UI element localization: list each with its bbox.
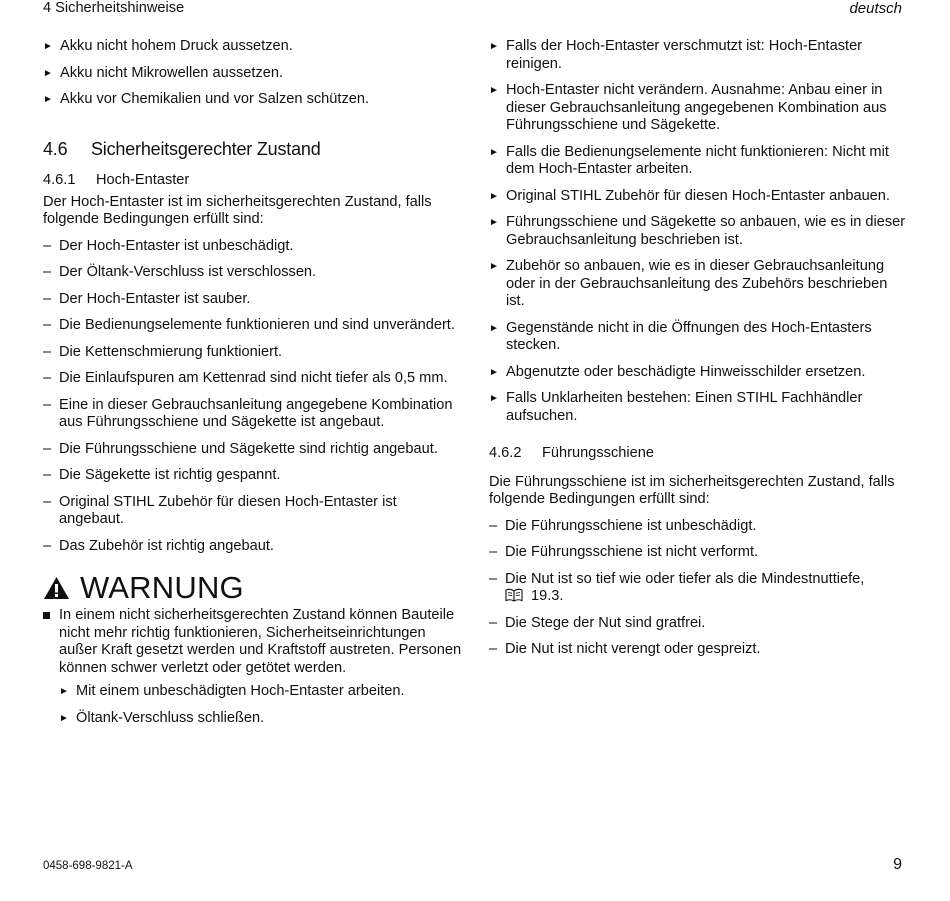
- arrow-bullet-icon: ►: [489, 322, 499, 334]
- list-item: ► Falls der Hoch-Entaster verschmutzt ist: Hoch-Entaster reinigen.: [489, 38, 863, 72]
- footer-doc-number: 0458-698-9821-A: [43, 860, 133, 872]
- arrow-bullet-icon: ►: [43, 67, 53, 79]
- dash-bullet: –: [43, 237, 52, 254]
- arrow-bullet-icon: ►: [489, 146, 499, 158]
- list-item: – Der Hoch-Entaster ist unbeschädigt.: [43, 237, 294, 254]
- list-item: – Der Öltank-Verschluss ist verschlossen.: [43, 264, 317, 280]
- intro-list: [43, 38, 463, 109]
- dash-bullet: –: [489, 614, 498, 631]
- list-item: – Der Hoch-Entaster ist sauber.: [43, 290, 251, 307]
- list-item: ► Abgenutzte oder beschädigte Hinweisschilder ersetzen.: [489, 363, 866, 380]
- book-icon: [505, 588, 523, 602]
- conditions-list: [43, 238, 463, 556]
- arrow-bullet-icon: ►: [489, 190, 499, 202]
- arrow-bullet-icon: ►: [489, 217, 499, 228]
- warning-title: WARNUNG: [80, 570, 244, 605]
- subsection-number: 4.6.2: [489, 445, 522, 461]
- arrow-bullet-icon: ►: [43, 94, 53, 105]
- list-item: – Original STIHL Zubehör für diesen Hoch-Entaster ist angebaut.: [43, 493, 397, 527]
- section-title: Sicherheitsgerechter Zustand: [91, 138, 321, 159]
- right-column: [489, 38, 909, 668]
- dash-bullet: –: [43, 370, 52, 386]
- warning-text: In einem nicht sicherheitsgerechten Zustand können Bauteile nicht mehr richtig funktionieren, Sicherheitseinrichtungen außer Kraft gesetzt werden und Kraftstoff austreten. Personen können schwer verletzt oder getötet werden.: [59, 607, 462, 676]
- list-item: – Die Einlaufspuren am Kettenrad sind nicht tiefer als 0,5 mm.: [43, 370, 448, 386]
- list-item: – Das Zubehör ist richtig angebaut.: [43, 537, 274, 554]
- dash-bullet: –: [43, 537, 52, 554]
- dash-bullet: –: [489, 570, 498, 587]
- list-item: ► Hoch-Entaster nicht verändern. Ausnahme: Anbau einer in dieser Gebrauchsanleitung angegebenen Kombination aus Führungsschiene und Sägekette.: [489, 82, 887, 133]
- list-item: ► Zubehör so anbauen, wie es in dieser Gebrauchsanleitung oder in der Gebrauchsanleitung des Zubehörs beschrieben ist.: [489, 258, 888, 309]
- dash-bullet: –: [43, 493, 52, 510]
- arrow-bullet-icon: ►: [489, 393, 499, 404]
- list-item: – Die Bedienungselemente funktionieren und sind unverändert.: [43, 317, 455, 333]
- list-item: – Die Nut ist nicht verengt oder gespreizt.: [489, 641, 761, 657]
- section-heading: [43, 138, 463, 159]
- list-item: – Die Führungsschiene ist nicht verformt.: [489, 544, 759, 560]
- list-item: ► Gegenstände nicht in die Öffnungen des Hoch-Entasters stecken.: [489, 319, 872, 353]
- arrow-bullet-icon: ►: [489, 261, 499, 272]
- subsection-heading: [43, 172, 463, 190]
- warning-actions: [59, 683, 463, 727]
- paragraph: Der Hoch-Entaster ist im sicherheitsgerechten Zustand, falls folgende Bedingungen erfüllt sind:: [43, 193, 432, 227]
- list-item: ► Original STIHL Zubehör für diesen Hoch-Entaster anbauen.: [489, 187, 890, 204]
- list-item: ► Akku nicht Mikrowellen aussetzen.: [43, 64, 284, 81]
- dash-bullet: –: [43, 440, 52, 457]
- list-item: – Die Führungsschiene und Sägekette sind richtig angebaut.: [43, 440, 438, 457]
- subsection-number: 4.6.1: [43, 172, 76, 188]
- reference-link: 19.3.: [531, 588, 564, 604]
- subsection-title: Hoch-Entaster: [96, 172, 190, 188]
- subsection-title: Führungsschiene: [542, 445, 654, 461]
- paragraph: Die Führungsschiene ist im sicherheitsgerechten Zustand, falls folgende Bedingungen erfüllt sind:: [489, 473, 895, 507]
- arrow-bullet-icon: ►: [43, 41, 53, 52]
- dash-bullet: –: [489, 517, 498, 534]
- actions-list: [489, 38, 909, 425]
- dash-bullet: –: [489, 641, 498, 657]
- list-item: – Die Kettenschmierung funktioniert.: [43, 343, 283, 360]
- square-bullet-icon: [43, 612, 50, 619]
- list-item: – Die Sägekette ist richtig gespannt.: [43, 467, 281, 483]
- dash-bullet: –: [43, 317, 52, 333]
- subsection-heading: [489, 445, 909, 463]
- list-item: ► Falls Unklarheiten bestehen: Einen STIHL Fachhändler aufsuchen.: [489, 390, 863, 424]
- list-item: ► Mit einem unbeschädigten Hoch-Entaster arbeiten.: [59, 683, 405, 699]
- dash-bullet: –: [489, 544, 498, 560]
- list-item: ► Akku vor Chemikalien und vor Salzen schützen.: [43, 91, 370, 107]
- dash-bullet: –: [43, 343, 52, 360]
- left-column: [43, 38, 463, 736]
- list-item: ► Öltank-Verschluss schließen.: [59, 709, 265, 726]
- dash-bullet: –: [43, 396, 52, 413]
- list-item: – Die Führungsschiene ist unbeschädigt.: [489, 517, 757, 534]
- dash-bullet: –: [43, 467, 52, 483]
- list-item: ► Falls die Bedienungselemente nicht funktionieren: Nicht mit dem Hoch-Entaster arbeiten.: [489, 143, 889, 177]
- dash-bullet: –: [43, 264, 52, 280]
- warning-triangle-icon: [43, 576, 70, 600]
- arrow-bullet-icon: ►: [489, 85, 499, 96]
- list-item: – Die Nut ist so tief wie oder tiefer als die Mindestnuttiefe, 19.3.: [489, 570, 865, 604]
- arrow-bullet-icon: ►: [489, 366, 499, 378]
- arrow-bullet-icon: ►: [59, 712, 69, 724]
- dash-bullet: –: [43, 290, 52, 307]
- arrow-bullet-icon: ►: [489, 41, 499, 52]
- header-section: 4 Sicherheitshinweise: [43, 0, 185, 16]
- arrow-bullet-icon: ►: [59, 686, 69, 697]
- warning-text-block: [43, 607, 463, 677]
- page-number: 9: [893, 856, 902, 873]
- list-item: – Die Stege der Nut sind gratfrei.: [489, 614, 706, 631]
- section-number: 4.6: [43, 138, 68, 159]
- list-item: ► Akku nicht hohem Druck aussetzen.: [43, 38, 293, 54]
- header-language: deutsch: [849, 0, 902, 17]
- warning-heading: [43, 571, 463, 605]
- list-item: – Eine in dieser Gebrauchsanleitung angegebene Kombination aus Führungsschiene und Sägekette ist angebaut.: [43, 396, 453, 430]
- conditions-list: [489, 518, 909, 659]
- list-item: ► Führungsschiene und Sägekette so anbauen, wie es in dieser Gebrauchsanleitung beschrieben ist.: [489, 214, 906, 248]
